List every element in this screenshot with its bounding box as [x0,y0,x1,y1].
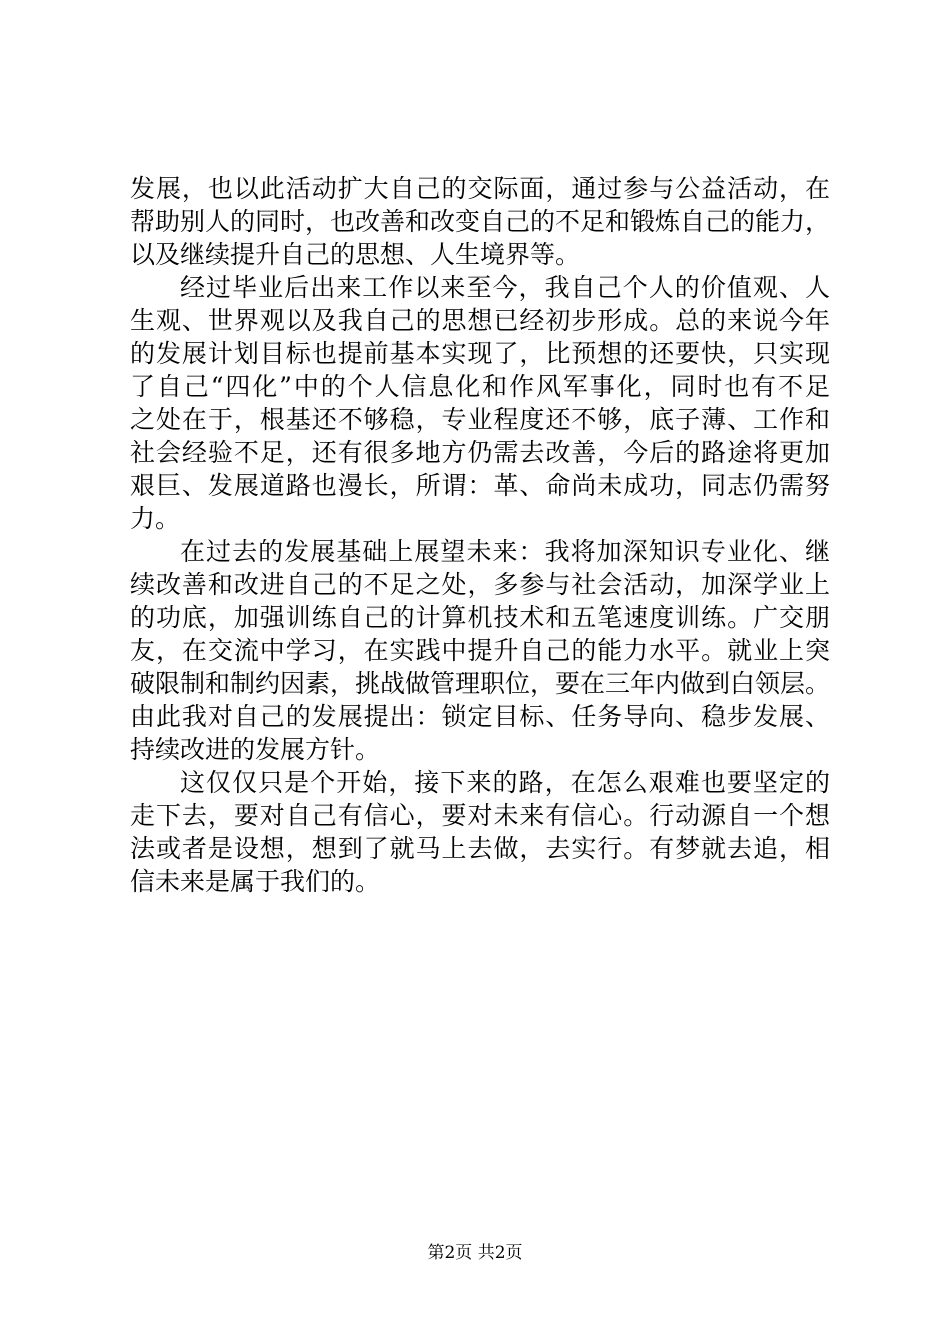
text-line: 力。 [130,504,181,533]
paragraph [130,172,830,271]
text-line: 社会经验不足，还有很多地方仍需去改善，今后的路途将更加 [130,438,830,467]
text-line: 生观、世界观以及我自己的思想已经初步形成。总的来说今年 [130,306,830,335]
text-line: 在过去的发展基础上展望未来：我将加深知识专业化、继 [180,537,830,566]
text-line: 经过毕业后出来工作以来至今，我自己个人的价值观、人 [180,273,830,302]
text-line: 续改善和改进自己的不足之处，多参与社会活动，加深学业上 [130,570,830,599]
text-line: 这仅仅只是个开始，接下来的路，在怎么艰难也要坚定的 [180,768,830,797]
text-line: 以及继续提升自己的思想、人生境界等。 [130,240,581,269]
text-line: 发展，也以此活动扩大自己的交际面，通过参与公益活动，在 [130,174,830,203]
text-line: 帮助别人的同时，也改善和改变自己的不足和锻炼自己的能力， [130,207,831,236]
text-line: 信未来是属于我们的。 [130,867,381,896]
text-line: 破限制和制约因素，挑战做管理职位，要在三年内做到白领层。 [130,669,831,698]
paragraph [130,535,830,766]
text-line: 的功底，加强训练自己的计算机技术和五笔速度训练。广交朋 [130,603,830,632]
text-line: 艰巨、发展道路也漫长，所谓：革、命尚未成功，同志仍需努 [130,471,830,500]
text-line: 走下去，要对自己有信心，要对未来有信心。行动源自一个想 [130,801,830,830]
text-line: 友，在交流中学习，在实践中提升自己的能力水平。就业上突 [130,636,830,665]
text-line: 法或者是设想，想到了就马上去做，去实行。有梦就去追，相 [130,834,830,863]
text-line: 之处在于，根基还不够稳，专业程度还不够，底子薄、工作和 [130,405,830,434]
text-line: 持续改进的发展方针。 [130,735,381,764]
text-line: 由此我对自己的发展提出：锁定目标、任务导向、稳步发展、 [130,702,830,731]
paragraph-list [130,172,830,898]
paragraph [130,271,830,535]
document-body [130,172,830,898]
text-line: 的发展计划目标也提前基本实现了，比预想的还要快，只实现 [130,339,830,368]
text-line: 了自己“四化”中的个人信息化和作风军事化，同时也有不足 [130,372,830,401]
page-footer: 第2页 共2页 [427,1243,523,1263]
paragraph [130,766,830,898]
